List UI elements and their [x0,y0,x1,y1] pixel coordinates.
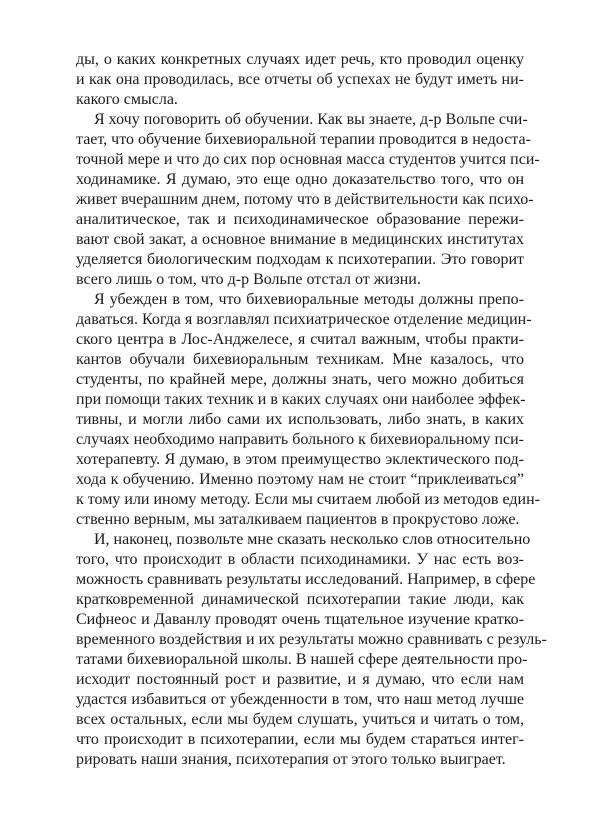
text-line: вают свой закат, а основное внимание в медицинских институтах [76,231,524,248]
text-line: хотерапевту. Я думаю, в этом преимущество эклектического под- [76,451,524,468]
text-line: ственно верным, мы заталкиваем пациентов в прокрустово ложе. [76,511,520,528]
text-line: при помощи таких техник и в каких случаях они наиболее эффек- [76,391,526,408]
text-line: живет вчерашним днем, потому что в действительности как психо- [76,191,534,208]
text-line: ды, о каких конкретных случаях идет речь, кто проводил оценку [76,51,524,68]
paragraph-training [76,110,540,290]
text-line: аналитическое, так и психодинамическое образование пережи- [76,211,524,228]
text-line: рировать наши знания, психотерапия от этого только выиграет. [76,751,506,768]
text-line: студенты, по крайней мере, должны знать, чего можно добиться [76,371,524,388]
text-line: кантов обучали бихевиоральным техникам. Мне казалось, что [76,351,524,368]
text-line: Сифнеос и Даванлу проводят очень тщательное изучение кратко- [76,611,524,628]
text-line: точной мере и что до сих пор основная масса студентов учится пси- [76,151,540,168]
text-line: И, наконец, позвольте мне сказать несколько слов относительно [94,531,531,548]
text-line: хода к обучению. Именно поэтому нам не стоит “приклеиваться” [76,471,524,488]
book-page [76,50,547,770]
text-line: тивны, и могли либо сами их использовать, либо знать, в каких [76,411,524,428]
text-line: удастся избавиться от убежденности в том, что наш метод лучше [76,691,524,708]
text-line: случаях необходимо направить больного к бихевиоральному пси- [76,431,524,448]
text-line: исходит постоянный рост и развитие, и я думаю, что если нам [76,671,524,688]
text-line: и как она проводилась, все отчеты об успехах не будут иметь ни- [76,71,524,88]
paragraph-psychodynamics [76,530,547,770]
paragraph-continuation [76,50,524,110]
text-line: какого смысла. [76,91,178,108]
text-line: что происходит в психотерапии, если мы будем стараться интег- [76,731,524,748]
text-line: уделяется биологическим подходам к психотерапии. Это говорит [76,251,524,268]
text-line: можность сравнивать результаты исследований. Например, в сфере [76,571,536,588]
text-line: тает, что обучение бихевиоральной терапии проводится в недоста- [76,131,531,148]
text-line: ского центра в Лос-Анджелесе, я считал важным, чтобы практи- [76,331,524,348]
text-line: к тому или иному методу. Если мы считаем любой из методов един- [76,491,540,508]
text-line: временного воздействия и их результаты можно сравнивать с резуль- [76,631,547,648]
text-line: всех остальных, если мы будем слушать, учиться и читать о том, [76,711,524,728]
paragraph-behavioral-methods [76,290,540,530]
text-line: татами бихевиоральной школы. В нашей сфере деятельности про- [76,651,528,668]
text-line: даваться. Когда я возглавлял психиатрическое отделение медицин- [76,311,532,328]
text-line: всего лишь о том, что д-р Вольпе отстал от жизни. [76,271,421,288]
text-line: кратковременной динамической психотерапии такие люди, как [76,591,524,608]
text-line: Я убежден в том, что бихевиоральные методы должны препо- [94,291,524,308]
text-line: Я хочу поговорить об обучении. Как вы знаете, д-р Вольпе счи- [94,111,528,128]
text-line: того, что происходит в области психодинамики. У нас есть воз- [76,551,524,568]
text-line: ходинамике. Я думаю, это еще одно доказательство того, что он [76,171,524,188]
